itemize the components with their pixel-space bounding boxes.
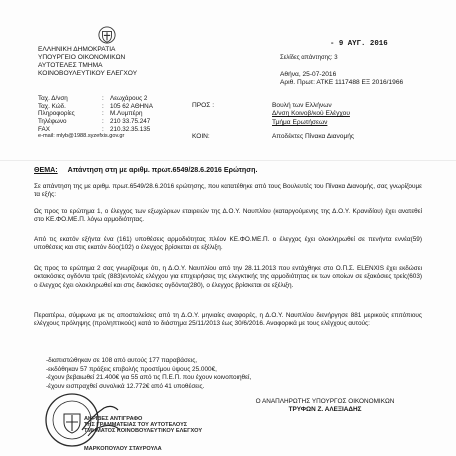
to-recipient: Δ/νση Κοινοβ/κού Ελέγχου bbox=[272, 110, 350, 118]
body-paragraph bbox=[34, 208, 422, 225]
paragraph-text: Ως προς το ερώτημα 2 σας γνωρίζουμε ότι, η Δ.Ο.Υ. Ναυπλίου από την 28.11.2013 που εντάχθηκε στο Ο.Π.Σ. ELENXIS έχει εκδώσει οκτακόσιες ογδόντα τρείς (883)εντολές ελέγχου για επιχειρήσεις της ελεγκτικής της αρμοδιότητας εκ των οποίων σε εξακόσιες τρείς(603) ο έλεγχος έχει ολοκληρωθεί και στις διακόσιες ογδόντα(280), ο έλεγχος βρίσκεται σε εξέλιξη. bbox=[34, 265, 422, 289]
contact-value: Λεωχάρους 2 bbox=[110, 95, 148, 102]
list-item: -έχουν βεβαιωθεί 21.400€ για 55 από τις Π.Ε.Π. που έχουν κοινοποιηθεί, bbox=[46, 374, 252, 382]
signatory-name: ΤΡΥΦΩΝ Ζ. ΑΛΕΞΙΑΔΗΣ bbox=[288, 406, 362, 414]
contact-label: FAX bbox=[38, 125, 50, 133]
received-date-stamp: - 9 ΑΥΓ. 2016 bbox=[330, 40, 388, 48]
stamp-line: ΑΚΡΙΒΕΣ ΑΝΤΙΓΡΑΦΟ bbox=[84, 416, 143, 422]
stamp-line: ΤΗΣ ΓΡΑΜΜΑΤΕΙΑΣ ΤΟΥ ΑΥΤΟΤΕΛΟΥΣ bbox=[84, 422, 188, 429]
koin-value: Αποδέκτες Πίνακα Διανομής bbox=[272, 133, 355, 141]
to-recipient: Βουλή των Ελλήνων bbox=[272, 102, 332, 109]
ministry-header bbox=[38, 46, 137, 78]
subject-key: ΘΕΜΑ: bbox=[34, 166, 58, 174]
to-recipient: Τμήμα Ερωτήσεων bbox=[272, 118, 328, 126]
paragraph-text: Από τις εκατόν εξήντα ένα (161) υποθέσεις αρμοδιότητας πλέον ΚΕ.ΦΟ.ΜΕ.Π. ο έλεγχος έχει ολοκληρωθεί σε πενήντα εννέα(59) υποθέσεις και στις εκατόν δύο(102) ο έλεγχος βρίσκεται σε εξέλιξη. bbox=[34, 236, 422, 252]
contact-label: Τηλέφωνο bbox=[38, 118, 67, 126]
signature-block bbox=[200, 398, 450, 415]
document-date: Αθήνα, 25-07-2016 bbox=[280, 71, 337, 78]
contact-details bbox=[38, 95, 153, 140]
stamp-line: ΤΜΗΜΑΤΟΣ ΚΟΙΝΟΒΟΥΛΕΥΤΙΚΟΥ ΕΛΕΓΧΟΥ bbox=[84, 428, 203, 435]
answer-pages-count: Σελίδες απάντησης: 3 bbox=[280, 55, 338, 61]
body-paragraph bbox=[34, 183, 422, 200]
scan-artifact-line bbox=[0, 160, 456, 161]
subject-text: Απάντηση στη με αριθμ. πρωτ.6549/28.6.2016 Ερώτηση. bbox=[67, 166, 258, 174]
koin-label: ΚΟΙΝ: bbox=[192, 133, 210, 141]
signatory-title: Ο ΑΝΑΠΛΗΡΩΤΗΣ ΥΠΟΥΡΓΟΣ ΟΙΚΟΝΟΜΙΚΩΝ bbox=[255, 398, 395, 405]
to-row bbox=[192, 119, 354, 127]
paragraph-text: Ως προς το ερώτημα 1, ο έλεγχος των εξωχώριων εταιρειών της Δ.Ο.Υ. Ναυπλίου (καταργούμενης της Δ.Ο.Υ. Κρανιδίου) έχει ανατεθεί στο ΚΕ.ΦΟ.ΜΕ.Π. λόγω αρμοδιότητας. bbox=[34, 208, 422, 224]
contact-label: Πληροφορίες bbox=[38, 110, 75, 118]
body-paragraph bbox=[34, 236, 422, 253]
list-item: -έχουν εισπραχθεί συνολικά 12.772€ από 41 υποθέσεις. bbox=[46, 382, 205, 390]
paragraph-text: Περαιτέρω, σύμφωνα με τις αποσταλείσες από τη Δ.Ο.Υ. μηνιαίες αναφορές, η Δ.Ο.Υ. Ναυπλίου διενήργησε 881 μερικούς επιτόπιους ελέγχους πρόληψης (προληπτικούς) κατά το διάστημα 25/11/2013 έως 30/6/2016. Αναφορικά με τους ελέγχους αυτούς: bbox=[34, 312, 422, 328]
contact-value: 105 62 ΑΘΗΝΑ bbox=[110, 102, 153, 110]
contact-row: Τηλέφωνο : 210 33.75.247 bbox=[38, 118, 151, 126]
body-paragraph bbox=[34, 265, 422, 290]
date-protocol-block bbox=[280, 71, 403, 87]
contact-row: Ταχ. Κώδ. : 105 62 ΑΘΗΝΑ bbox=[38, 102, 153, 110]
greek-coat-of-arms-icon bbox=[98, 26, 116, 44]
koin-row bbox=[192, 133, 354, 141]
stamp-name: ΜΑΡΚΟΠΟΥΛΟΥ ΣΤΑΥΡΟΥΛΑ bbox=[84, 446, 162, 453]
to-label: ΠΡΟΣ : bbox=[192, 102, 215, 109]
protocol-number: Αριθ. Πρωτ: ΑΤΚΕ 1117488 ΕΞ 2016/1966 bbox=[280, 79, 404, 87]
contact-row: Ταχ. Δ/νση : Λεωχάρους 2 bbox=[38, 95, 148, 102]
ministry-line: ΚΟΙΝΟΒΟΥΛΕΥΤΙΚΟΥ ΕΛΕΓΧΟΥ bbox=[38, 70, 138, 78]
certified-copy-stamp bbox=[84, 416, 202, 453]
contact-value: 210.32.35.135 bbox=[110, 125, 151, 133]
subject-line bbox=[34, 166, 257, 175]
recipients-block bbox=[192, 102, 354, 142]
body-paragraph bbox=[34, 312, 422, 329]
to-row bbox=[192, 110, 354, 118]
paragraph-text: Σε απάντηση της με αριθμ. πρωτ.6549/28.6.2016 ερώτησης, που κατατέθηκε από τους Βουλευτές του Πίνακα Διανομής, σας γνωρίζουμε τα εξής: bbox=[34, 183, 422, 199]
list-item: -διαπιστώθηκαν σε 108 από αυτούς 177 παραβάσεις, bbox=[46, 357, 198, 364]
contact-label: Ταχ. Κώδ. bbox=[38, 102, 66, 110]
email-address: e-mail: mlyb@1988.syzefxis.gov.gr bbox=[38, 133, 125, 140]
ministry-line: ΥΠΟΥΡΓΕΙΟ ΟΙΚΟΝΟΜΙΚΩΝ bbox=[38, 54, 126, 62]
contact-label: Ταχ. Δ/νση bbox=[38, 95, 68, 102]
contact-value: Μ.Λυμπέρη bbox=[110, 110, 143, 118]
contact-row: Πληροφορίες : Μ.Λυμπέρη bbox=[38, 110, 143, 118]
contact-value: 210 33.75.247 bbox=[110, 118, 151, 126]
ministry-line: ΕΛΛΗΝΙΚΗ ΔΗΜΟΚΡΑΤΙΑ bbox=[38, 46, 116, 53]
ministry-line: ΑΥΤΟΤΕΛΕΣ ΤΜΗΜΑ bbox=[38, 62, 103, 70]
contact-row: FAX : 210.32.35.135 bbox=[38, 125, 151, 133]
list-item: -εκδόθηκαν 57 πράξεις επιβολής προστίμου ύψους 25.000€, bbox=[46, 365, 217, 373]
